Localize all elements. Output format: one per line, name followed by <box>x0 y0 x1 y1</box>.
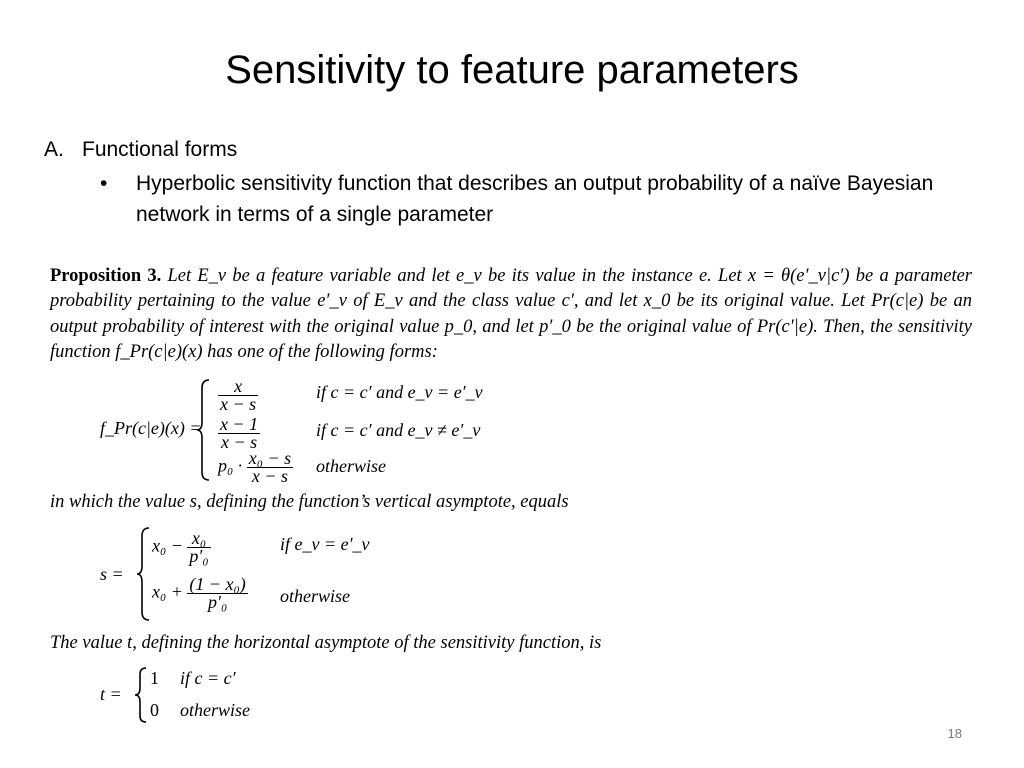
f-case-2: $\frac{x - 1}{x - s}$ <box>220 414 259 452</box>
t-case-1-condition: if c = c′ <box>180 668 236 688</box>
slide-title: Sensitivity to feature parameters <box>225 48 799 92</box>
t-intro-text: The value t, defining the horizontal asymptote of the sensitivity function, is <box>50 633 602 653</box>
page-number: 18 <box>947 726 962 741</box>
s-equation <box>100 526 500 622</box>
t-case-2-value: 0 <box>150 700 159 720</box>
t-equation-lhs: t = <box>100 684 122 704</box>
proposition-paragraph <box>50 264 972 365</box>
t-brace-icon <box>134 666 148 724</box>
t-case-2-condition: otherwise <box>180 700 250 720</box>
t-case-1-value: 1 <box>150 668 159 688</box>
bullet-text: Hyperbolic sensitivity function that describes an output probability of a naïve Bayesian network in terms of a single parameter <box>136 172 934 226</box>
s-brace-icon <box>136 526 152 622</box>
proposition-label: Proposition 3. <box>50 266 162 286</box>
f-equation <box>100 376 620 486</box>
s-equation-lhs: s = <box>100 564 124 584</box>
outline-item-a <box>44 138 237 162</box>
s-case-2: x₀ + $\frac{\text{(1 − x₀)}}{\text{p′₀}}$ <box>152 574 246 612</box>
s-case-1: x₀ − $\frac{\text{x₀}}{\text{p′₀}}$ <box>152 528 209 566</box>
f-brace-icon <box>196 378 212 482</box>
s-intro-text: in which the value s, defining the function’s vertical asymptote, equals <box>50 492 569 512</box>
f-case-3-condition: otherwise <box>316 456 386 476</box>
outline-marker: A. <box>44 138 64 161</box>
bullet-dot-icon: • <box>100 172 108 195</box>
f-case-1: $\frac{x}{x - s}$ <box>220 376 257 414</box>
outline-heading: Functional forms <box>82 138 238 161</box>
proposition-body: Let E_v be a feature variable and let e_v be its value in the instance e. Let x = θ(e′_v|c′) be a parameter probability pertaining to the value e′_v of E_v and the class value c′, and let x_0 be its original value. Let Pr(c|e) be an output probability of interest with the original value p_0, and let p′_0 be the original value of Pr(c′|e). Then, the sensitivity function f_Pr(c|e)(x) has one of the following forms: <box>50 266 972 362</box>
f-case-2-condition: if c = c′ and e_v ≠ e′_v <box>316 420 481 440</box>
s-case-1-condition: if e_v = e′_v <box>280 534 370 554</box>
bullet-item <box>100 168 980 230</box>
f-equation-lhs: f_Pr(c|e)(x) = <box>100 418 202 438</box>
f-case-3: p₀ · $\frac{\text{x₀ − s}}{x - s}$ <box>218 448 292 486</box>
s-case-2-condition: otherwise <box>280 586 350 606</box>
f-case-1-condition: if c = c′ and e_v = e′_v <box>316 382 483 402</box>
t-equation <box>100 666 400 726</box>
